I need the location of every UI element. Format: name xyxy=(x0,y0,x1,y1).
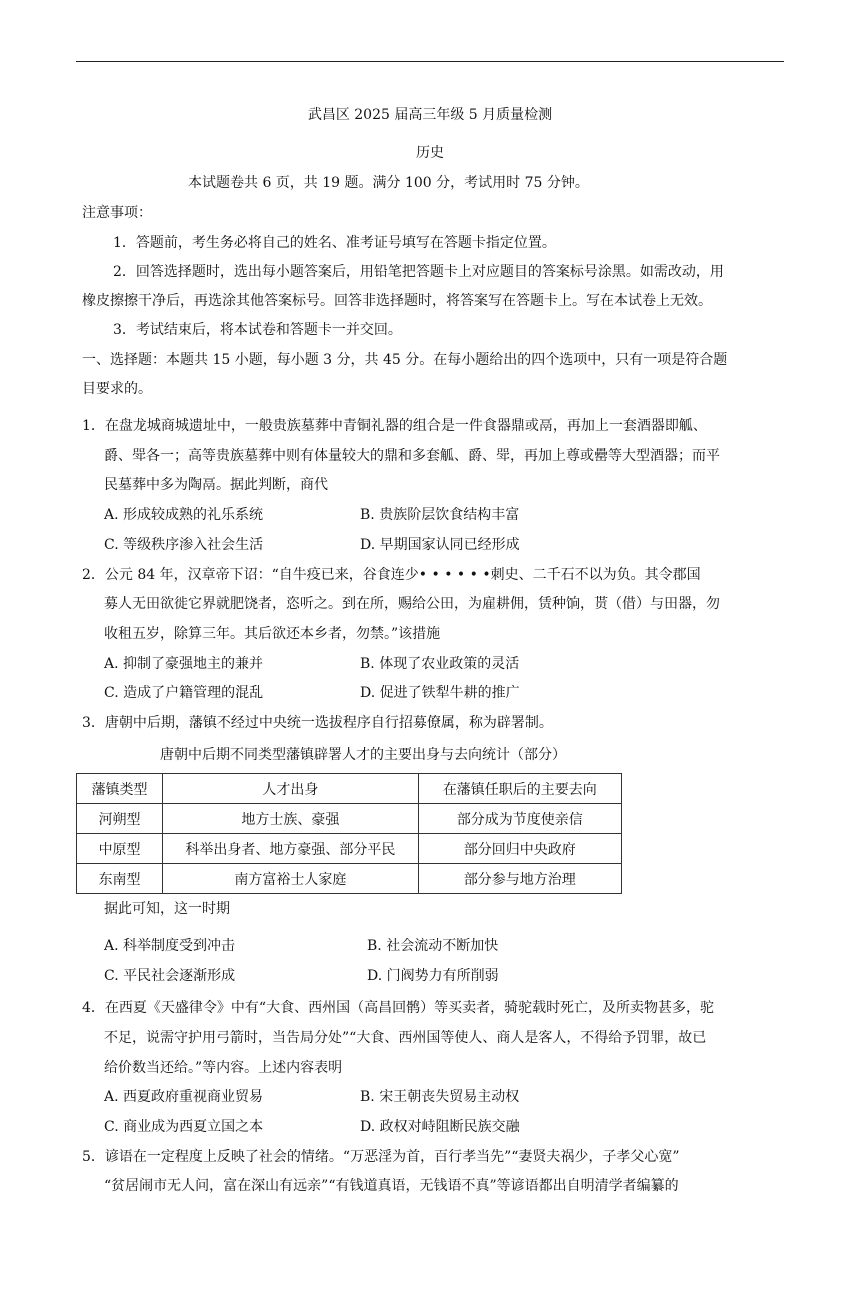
question-3-option-b: B. 社会流动不断加快 xyxy=(367,938,499,954)
question-4-option-b: B. 宋王朝丧失贸易主动权 xyxy=(360,1089,520,1105)
question-4-line-1: 4．在西夏《天盛律令》中有“大食、西州国（高昌回鹘）等买卖者，骑驼载时死亡，及所卖物甚多，驼 xyxy=(82,1000,715,1016)
table-cell: 东南型 xyxy=(77,864,163,894)
table-header-cell: 藩镇类型 xyxy=(77,774,163,804)
question-1-option-c: C. 等级秩序渗入社会生活 xyxy=(104,537,264,553)
subject-title: 历史 xyxy=(416,145,444,161)
question-2-option-a: A. 抑制了豪强地主的兼并 xyxy=(104,656,264,672)
note-item-1: 1．答题前，考生务必将自己的姓名、准考证号填写在答题卡指定位置。 xyxy=(113,235,556,251)
question-4-option-c: C. 商业成为西夏立国之本 xyxy=(104,1119,264,1135)
table-row xyxy=(77,864,622,894)
question-3-line-1: 3．唐朝中后期，藩镇不经过中央统一选拔程序自行招募僚属，称为辟署制。 xyxy=(82,715,553,731)
question-1-line-2: 爵、斝各一；高等贵族墓葬中则有体量较大的鼎和多套觚、爵、斝，再加上尊或罍等大型酒器；而平 xyxy=(104,448,720,464)
question-2-line-3: 收租五岁，除算三年。其后欲还本乡者，勿禁。”该措施 xyxy=(104,626,441,642)
question-4-line-3: 给价数当还给。”等内容。上述内容表明 xyxy=(104,1060,343,1076)
question-1-option-b: B. 贵族阶层饮食结构丰富 xyxy=(360,507,520,523)
question-4-option-a: A. 西夏政府重视商业贸易 xyxy=(104,1089,264,1105)
question-4-option-d: D. 政权对峙阻断民族交融 xyxy=(360,1119,520,1135)
question-2-line-1: 2．公元 84 年，汉章帝下诏：“自牛疫已来，谷食连少• • • • • •刺史、二千石不以为负。其令郡国 xyxy=(82,567,701,583)
table-cell: 南方富裕士人家庭 xyxy=(163,864,419,894)
question-2-option-d: D. 促进了铁犁牛耕的推广 xyxy=(360,685,520,701)
table-cell: 科举出身者、地方豪强、部分平民 xyxy=(163,834,419,864)
table-cell: 部分成为节度使亲信 xyxy=(418,804,621,834)
exam-summary: 本试题卷共 6 页，共 19 题。满分 100 分，考试用时 75 分钟。 xyxy=(188,175,589,191)
table-header-cell: 人才出身 xyxy=(163,774,419,804)
question-3-option-d: D. 门阀势力有所削弱 xyxy=(367,968,499,984)
table-cell: 部分回归中央政府 xyxy=(418,834,621,864)
exam-title: 武昌区 2025 届高三年级 5 月质量检测 xyxy=(307,107,553,123)
table-cell: 部分参与地方治理 xyxy=(418,864,621,894)
notes-heading: 注意事项： xyxy=(82,205,152,221)
table-header-cell: 在藩镇任职后的主要去向 xyxy=(418,774,621,804)
table-row xyxy=(77,804,622,834)
top-rule xyxy=(76,61,784,62)
question-3-stem-end: 据此可知，这一时期 xyxy=(104,901,230,917)
table-cell: 地方士族、豪强 xyxy=(163,804,419,834)
note-item-2-cont: 橡皮擦擦干净后，再选涂其他答案标号。回答非选择题时，将答案写在答题卡上。写在本试卷上无效。 xyxy=(82,293,712,309)
note-item-2: 2．回答选择题时，选出每小题答案后，用铅笔把答题卡上对应题目的答案标号涂黑。如需改动，用 xyxy=(113,264,724,280)
question-1-line-1: 1．在盘龙城商城遗址中，一般贵族墓葬中青铜礼器的组合是一件食器鼎或鬲，再加上一套酒器即觚、 xyxy=(82,418,707,434)
question-4-line-2: 不足，说需守护用弓箭时，当告局分处”“大食、西州国等使人、商人是客人，不得给予罚罪，故已 xyxy=(104,1030,707,1046)
question-3-option-a: A. 科举制度受到冲击 xyxy=(104,938,236,954)
question-2-option-c: C. 造成了户籍管理的混乱 xyxy=(104,685,264,701)
note-item-3: 3．考试结束后，将本试卷和答题卡一并交回。 xyxy=(113,322,402,338)
table-row xyxy=(77,834,622,864)
table-cell: 中原型 xyxy=(77,834,163,864)
table-cell: 河朔型 xyxy=(77,804,163,834)
question-1-line-3: 民墓葬中多为陶鬲。据此判断，商代 xyxy=(104,477,328,493)
question-1-option-a: A. 形成较成熟的礼乐系统 xyxy=(104,507,264,523)
question-1-option-d: D. 早期国家认同已经形成 xyxy=(360,537,520,553)
section-heading: 一、选择题：本题共 15 小题，每小题 3 分，共 45 分。在每小题给出的四个选项中，只有一项是符合题 xyxy=(82,352,728,368)
question-5-line-1: 5．谚语在一定程度上反映了社会的情绪。“万恶淫为首，百行孝当先”“妻贤夫祸少，子孝父心宽” xyxy=(82,1149,680,1165)
question-2-line-2: 募人无田欲徙它界就肥饶者，恣听之。到在所，赐给公田，为雇耕佣，赁种饷，贳（借）与田器，勿 xyxy=(104,596,720,612)
section-heading-cont: 目要求的。 xyxy=(82,381,152,397)
data-table xyxy=(76,773,622,894)
question-2-option-b: B. 体现了农业政策的灵活 xyxy=(360,656,520,672)
question-3-option-c: C. 平民社会逐渐形成 xyxy=(104,968,236,984)
table-title: 唐朝中后期不同类型藩镇辟署人才的主要出身与去向统计（部分） xyxy=(160,747,566,763)
question-5-line-2: “贫居闹市无人问，富在深山有远亲”“有钱道真语，无钱语不真”等谚语都出自明清学者编纂的 xyxy=(104,1178,679,1194)
table-header-row xyxy=(77,774,622,804)
